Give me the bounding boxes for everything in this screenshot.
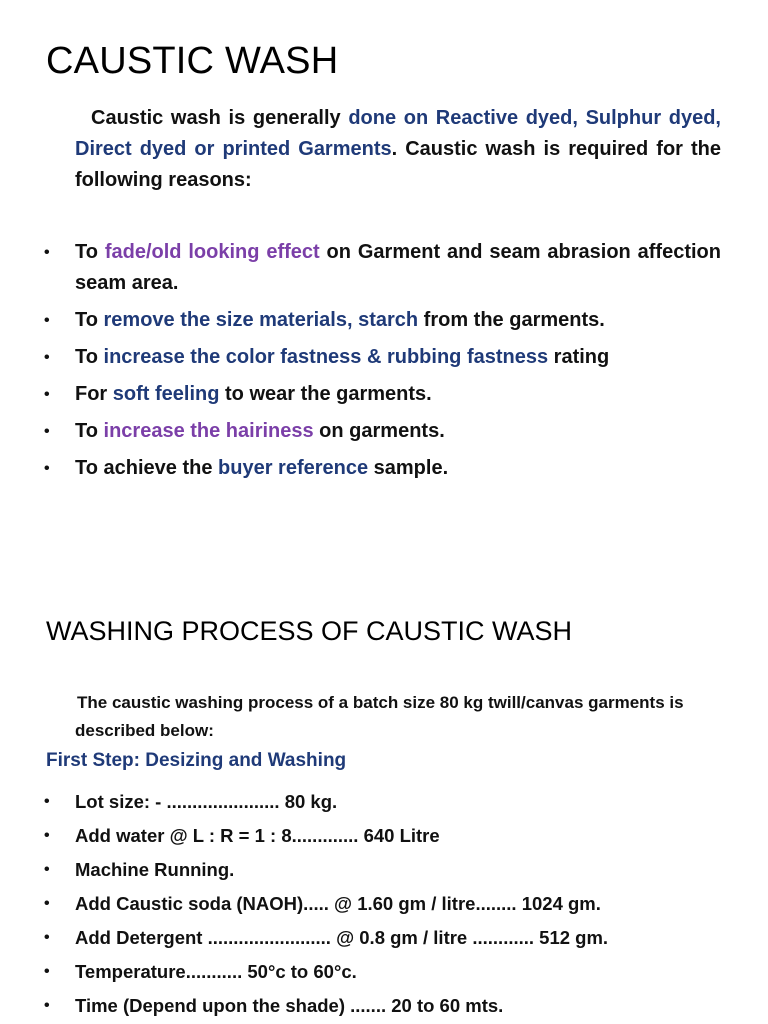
bullet: •: [44, 963, 50, 980]
item-text: To: [75, 241, 105, 263]
item-text: To: [75, 346, 104, 368]
list-item: [0, 305, 721, 336]
list-item: [0, 416, 721, 447]
reasons-list: [0, 237, 721, 490]
list-item: [0, 989, 721, 1023]
item-highlight: increase the hairiness: [103, 420, 314, 442]
list-item: [0, 853, 721, 887]
list-item: [0, 785, 721, 819]
item-highlight: fade/old looking effect: [104, 241, 320, 263]
item-text: on Garment and seam abrasion affection seam area.: [75, 241, 721, 294]
page-title: CAUSTIC WASH: [46, 40, 339, 82]
item-highlight: remove the size materials, starch: [103, 309, 419, 331]
item-text: on garments.: [313, 420, 445, 442]
item-text: To: [75, 420, 104, 442]
intro-text-2: . Caustic wash is required for the following reasons:: [75, 138, 721, 191]
item-text: For: [75, 383, 113, 405]
item-text: from the garments.: [418, 309, 605, 331]
intro-paragraph: [75, 103, 721, 196]
bullet: •: [44, 312, 50, 329]
item-text: Lot size: - ...................... 80 kg.: [75, 791, 338, 812]
item-text: rating: [548, 346, 610, 368]
intro-highlight: done on Reactive dyed, Sulphur dyed, Direct dyed or printed Garments: [75, 107, 721, 160]
bullet: •: [44, 929, 50, 946]
item-highlight: soft feeling: [112, 383, 220, 405]
item-text: Add Caustic soda (NAOH)..... @ 1.60 gm / litre........ 1024 gm.: [75, 893, 601, 914]
item-text: Machine Running.: [75, 859, 235, 880]
item-text: To achieve the: [75, 457, 219, 479]
intro-text-1: Caustic wash is generally: [91, 107, 349, 129]
list-item: [0, 921, 721, 955]
list-item: [0, 955, 721, 989]
list-item: [0, 887, 721, 921]
bullet: •: [44, 423, 50, 440]
list-item: [0, 453, 721, 484]
bullet: •: [44, 895, 50, 912]
process-list: [0, 785, 721, 1023]
process-description: The caustic washing process of a batch size 80 kg twill/canvas garments is described below:: [75, 693, 684, 740]
item-text: to wear the garments.: [219, 383, 432, 405]
bullet: •: [44, 861, 50, 878]
item-text: Temperature........... 50°c to 60°c.: [75, 961, 357, 982]
list-item: [0, 342, 721, 373]
bullet: •: [44, 997, 50, 1014]
item-text: Add water @ L : R = 1 : 8............. 640 Litre: [75, 825, 440, 846]
bullet: •: [44, 827, 50, 844]
bullet: •: [44, 244, 50, 261]
bullet: •: [44, 386, 50, 403]
list-item: [0, 237, 721, 299]
item-highlight: increase the color fastness & rubbing fastness: [103, 346, 549, 368]
list-item: [0, 379, 721, 410]
step-title: First Step: Desizing and Washing: [46, 750, 347, 771]
item-highlight: buyer reference: [218, 457, 369, 479]
item-text: Add Detergent ........................ @ 0.8 gm / litre ............ 512 gm.: [75, 927, 609, 948]
bullet: •: [44, 793, 50, 810]
item-text: To: [75, 309, 104, 331]
item-text: Time (Depend upon the shade) ....... 20 to 60 mts.: [75, 995, 504, 1016]
bullet: •: [44, 460, 50, 477]
bullet: •: [44, 349, 50, 366]
list-item: [0, 819, 721, 853]
section-title: WASHING PROCESS OF CAUSTIC WASH: [46, 616, 573, 646]
item-text: sample.: [368, 457, 449, 479]
